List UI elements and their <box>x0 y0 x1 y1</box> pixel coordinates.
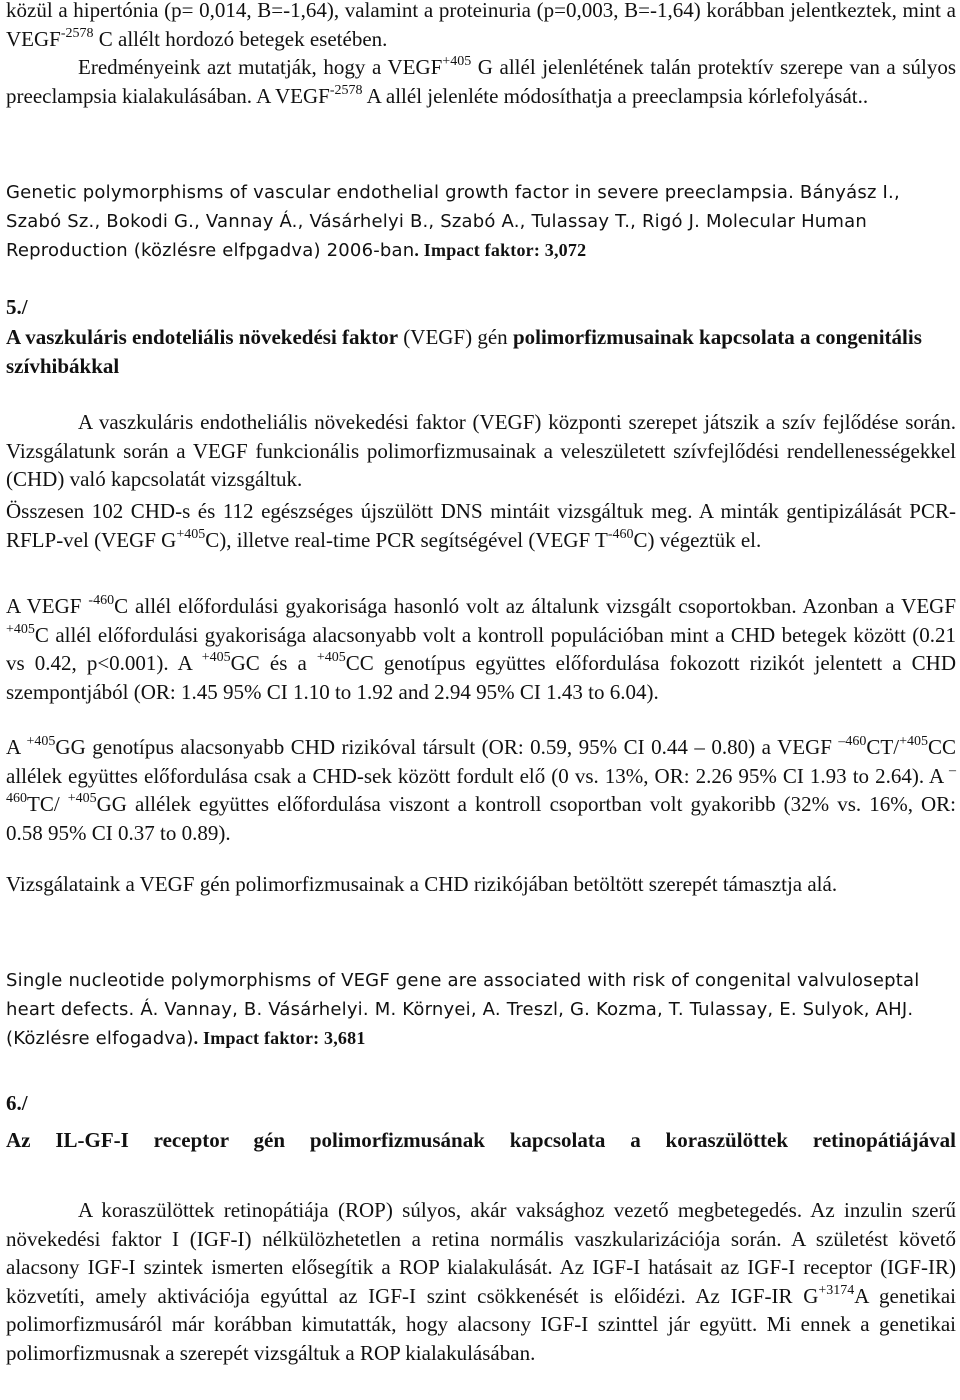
impact-factor-2: . Impact faktor: 3,681 <box>193 1028 366 1048</box>
section-5-paragraph-4: A $^{+405}$GG genotípus alacsonyabb CHD rizikóval társult (OR: 0.59, 95% CI 0.44 – 0.80) a VEGF $^{-460}$CT/$^{+405}$CC allélek együttes előfordulása csak a CHD-sek között fordult elő (0 vs. 13%, OR: 2.26 95% CI 1.93 to 2.64). A $^{-460}$TC/ $^{+405}$GG allélek együttes előfordulása viszont a kontroll csoportban volt gyakoribb (32% vs. 16%, OR: 0.58 95% CI 0.37 to 0.89). <box>6 734 957 845</box>
impact-factor-1: . Impact faktor: 3,072 <box>414 240 587 260</box>
section-5-paragraph-1: A vaszkuláris endotheliális növekedési faktor (VEGF) központi szerepet játszik a szív fejlődése során. Vizsgálatunk során a VEGF funkcionális polimorfizmusainak a veleszületett szívfejlődési rendellenességekkel (CHD) való kapcsolatát vizsgáltuk. <box>6 410 956 491</box>
section-5-number: 5./ <box>6 295 28 319</box>
section-5-paragraph-3: A VEGF $^{-460}$C allél előfordulási gyakorisága hasonló volt az általunk vizsgált csoportokban. Azonban a VEGF $^{+405}$C allél előfordulási gyakorisága alacsonyabb volt a kontroll populációban mint a CHD betegek között (0.21 vs 0.42, p<0.001). A $^{+405}$GC és a $^{+405}$CC genotípus együttes előfordulása fokozott rizikót jelentett a CHD szempontjából (OR: 1.45 95% CI 1.10 to 1.92 and 2.94 95% CI 1.43 to 6.04). <box>6 593 957 704</box>
reference-1: Genetic polymorphisms of vascular endothelial growth factor in severe preeclampsia. Bányász I., Szabó Sz., Bokodi G., Vannay Á., Vásárhelyi B., Szabó A., Tulassay T., Rigó J. Molecular Human Reproduction (közlésre elfpgadva) 2006-ban. Impact faktor: 3,072 <box>6 182 900 261</box>
section-6-title: Az IL-GF-I receptor gén polimorfizmusának kapcsolata a koraszülöttek retinopátiájával <box>6 1128 956 1152</box>
section-5-paragraph-5: Vizsgálataink a VEGF gén polimorfizmusainak a CHD rizikójában betöltött szerepét támasztja alá. <box>6 872 838 896</box>
reference-2: Single nucleotide polymorphisms of VEGF gene are associated with risk of congenital valvuloseptal heart defects. Á. Vannay, B. Vásárhelyi. M. Környei, A. Treszl, G. Kozma, T. Tulassay, E. Sulyok, AHJ. (Közlésre elfogadva). Impact faktor: 3,681 <box>6 970 920 1049</box>
paragraph-results-cont: közül a hipertónia (p= 0,014, B=-1,64), valamint a proteinuria (p=0,003, B=-1,64) korábban jelentkeztek, mint a $VEGF^{-2578}$ C allélt hordozó betegek esetében. <box>6 0 956 51</box>
section-6-paragraph-1: A koraszülöttek retinopátiája (ROP) súlyos, akár vaksághoz vezető megbetegedés. Az inzulin szerű növekedési faktor I (IGF-I) nélkülözhetetlen a retina normális vaszkularizációja során. A születést követő alacsony IGF-I szintek ismerten elősegítik a ROP kialakulását. Az IGF-I hatásait az IGF-I receptor (IGF-IR) közvetíti, amely aktivációja egyúttal az IGF-I szint csökkenését is előidézi. Az IGF-IR $G^{+3174}A$ genetikai polimorfizmusáról már korábban kimutatták, hogy alacsony IGF-I szinttel jár együtt. Mi ennek a genetikai polimorfizmusnak a szerepét vizsgáltuk a ROP kialakulásában. <box>6 1198 956 1365</box>
paragraph-conclusion: Eredményeink azt mutatják, hogy a $VEGF^{+405}$ G allél jelenlétének talán protektív szerepe van a súlyos preeclampsia kialakulásában. A $VEGF^{-2578}$ A allél jelenléte módosíthatja a preeclampsia kórlefolyását.. <box>6 54 956 108</box>
section-5-paragraph-2: Összesen 102 CHD-s és 112 egészséges újszülött DNS mintáit vizsgáltuk meg. A minták gentipizálását PCR-RFLP-vel (VEGF $G^{+405}C$), illetve real-time PCR segítségével (VEGF $T^{-460}C$) végeztük el. <box>6 499 956 552</box>
section-5-title: A vaszkuláris endoteliális növekedési faktor (VEGF) gén polimorfizmusainak kapcsolata a congenitális szívhibákkal <box>6 325 922 378</box>
section-6-number: 6./ <box>6 1091 28 1115</box>
